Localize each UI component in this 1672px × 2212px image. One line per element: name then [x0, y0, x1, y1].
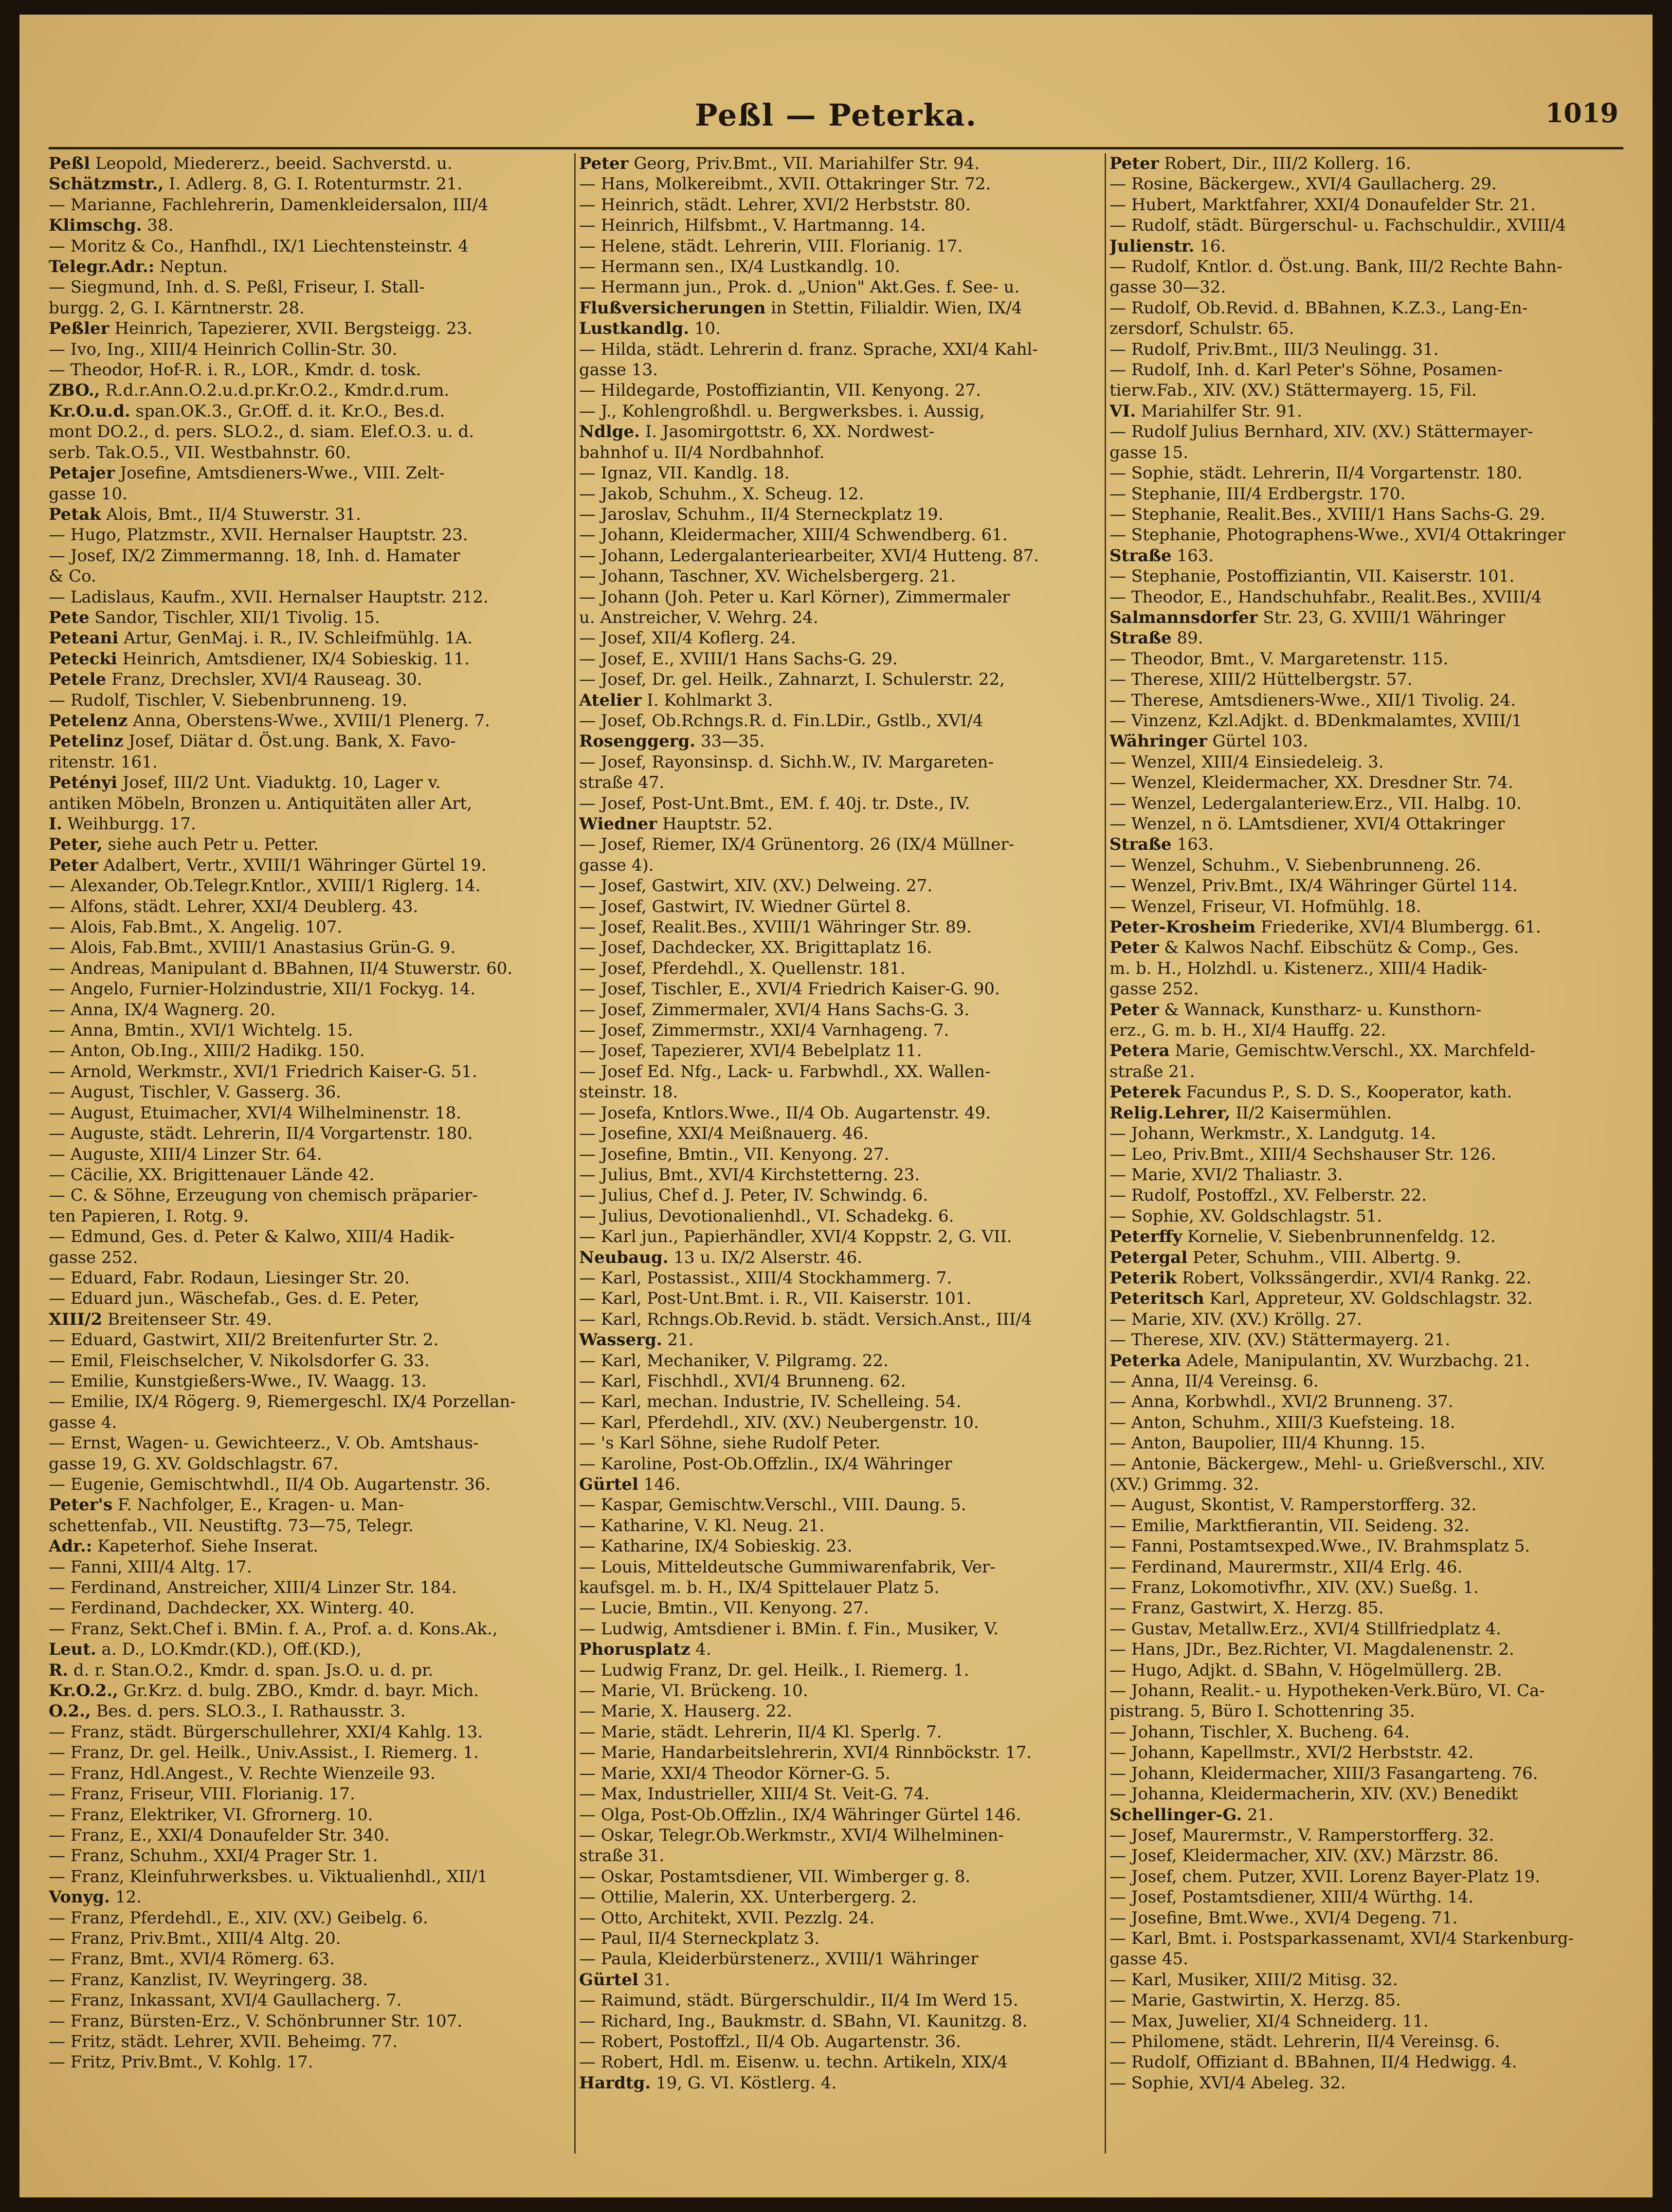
directory-entry: Kr.O.2., Gr.Krz. d. bulg. ZBO., Kmdr. d. bayr. Mich.: [49, 1681, 479, 1701]
directory-entry: — Josef, E., XVIII/1 Hans Sachs-G. 29.: [579, 649, 898, 669]
directory-entry: — Josef, Kleidermacher, XIV. (XV.) Märzstr. 86.: [1109, 1846, 1499, 1866]
directory-entry: — Hans, JDr., Bez.Richter, VI. Magdalenenstr. 2.: [1109, 1640, 1514, 1660]
directory-entry: — Karl jun., Papierhändler, XVI/4 Koppstr. 2, G. VII.: [579, 1227, 1012, 1247]
directory-entry: straße 47.: [579, 773, 665, 793]
directory-entry: Atelier I. Kohlmarkt 3.: [579, 690, 773, 710]
directory-entry: — Julius, Devotionalienhdl., VI. Schadekg. 6.: [579, 1206, 954, 1226]
directory-entry: Gürtel 31.: [579, 1970, 670, 1990]
directory-entry: ZBO., R.d.r.Ann.O.2.u.d.pr.Kr.O.2., Kmdr.d.rum.: [49, 381, 450, 401]
directory-entry: Peßler Heinrich, Tapezierer, XVII. Bergsteigg. 23.: [49, 319, 473, 339]
directory-entry: Salmannsdorfer Str. 23, G. XVIII/1 Währinger: [1109, 607, 1506, 627]
directory-entry: Straße 163.: [1109, 835, 1214, 855]
directory-entry: XIII/2 Breitenseer Str. 49.: [49, 1309, 272, 1329]
directory-entry: VI. Mariahilfer Str. 91.: [1109, 401, 1302, 421]
directory-entry: mont DO.2., d. pers. SLO.2., d. siam. Elef.O.3. u. d.: [49, 422, 474, 442]
directory-entry: — Heinrich, Hilfsbmt., V. Hartmanng. 14.: [579, 216, 926, 236]
directory-entry: — Wenzel, Kleidermacher, XX. Dresdner Str. 74.: [1109, 773, 1513, 793]
directory-entry: — Marie, X. Hauserg. 22.: [579, 1701, 792, 1721]
directory-entry: Hardtg. 19, G. VI. Köstlerg. 4.: [579, 2073, 837, 2093]
directory-entry: — Franz, Bmt., XVI/4 Römerg. 63.: [49, 1949, 335, 1969]
directory-entry: — Katharine, IX/4 Sobieskig. 23.: [579, 1536, 853, 1556]
directory-entry: — Anna, IX/4 Wagnerg. 20.: [49, 1000, 276, 1020]
directory-entry: — Josef, Rayonsinsp. d. Sichh.W., IV. Margareten-: [579, 752, 994, 772]
directory-entry: gasse 252.: [1109, 979, 1199, 999]
directory-entry: gasse 4).: [579, 855, 654, 875]
directory-entry: — Eduard, Fabr. Rodaun, Liesinger Str. 20.: [49, 1268, 410, 1288]
directory-entry: gasse 15.: [1109, 442, 1188, 462]
directory-entry: — Emil, Fleischselcher, V. Nikolsdorfer G. 33.: [49, 1351, 430, 1371]
directory-entry: — Helene, städt. Lehrerin, VIII. Florianig. 17.: [579, 236, 963, 256]
directory-entry: — Franz, Friseur, VIII. Florianig. 17.: [49, 1784, 355, 1804]
directory-entry: — Hermann sen., IX/4 Lustkandlg. 10.: [579, 257, 900, 277]
directory-entry: — Angelo, Furnier-Holzindustrie, XII/1 Fockyg. 14.: [49, 979, 476, 999]
directory-entry: Peter & Wannack, Kunstharz- u. Kunsthorn-: [1109, 1000, 1482, 1020]
directory-entry: — Hubert, Marktfahrer, XXI/4 Donaufelder Str. 21.: [1109, 195, 1536, 215]
directory-entry: — Franz, Gastwirt, X. Herzg. 85.: [1109, 1598, 1384, 1618]
directory-entry: — Sophie, städt. Lehrerin, II/4 Vorgartenstr. 180.: [1109, 463, 1523, 483]
directory-entry: — Marie, Handarbeitslehrerin, XVI/4 Rinnböckstr. 17.: [579, 1743, 1032, 1763]
directory-entry: — Karl, Postassist., XIII/4 Stockhammerg. 7.: [579, 1268, 952, 1288]
directory-entry: — Leo, Priv.Bmt., XIII/4 Sechshauser Str. 126.: [1109, 1144, 1496, 1164]
directory-entry: — Eduard, Gastwirt, XII/2 Breitenfurter Str. 2.: [49, 1330, 439, 1350]
directory-entry: Peterffy Kornelie, V. Siebenbrunnenfeldg. 12.: [1109, 1227, 1496, 1247]
directory-entry: — Auguste, städt. Lehrerin, II/4 Vorgartenstr. 180.: [49, 1124, 473, 1144]
directory-entry: Relig.Lehrer, II/2 Kaisermühlen.: [1109, 1103, 1392, 1123]
directory-entry: — Emilie, Marktfierantin, VII. Seideng. 32.: [1109, 1516, 1470, 1536]
directory-entry: — Therese, XIII/2 Hüttelbergstr. 57.: [1109, 670, 1413, 690]
directory-entry: — Karl, mechan. Industrie, IV. Schelleing. 54.: [579, 1392, 962, 1412]
page-number: 1019: [1545, 97, 1618, 128]
directory-entry: pistrang. 5, Büro I. Schottenring 35.: [1109, 1701, 1415, 1721]
directory-entry: — Anton, Ob.Ing., XIII/2 Hadikg. 150.: [49, 1041, 365, 1061]
directory-entry: — Marianne, Fachlehrerin, Damenkleidersalon, III/4: [49, 195, 489, 215]
directory-entry: — Kaspar, Gemischtw.Verschl., VIII. Daung. 5.: [579, 1495, 966, 1515]
directory-entry: — Karl, Musiker, XIII/2 Mitisg. 32.: [1109, 1970, 1398, 1990]
directory-entry: — Lucie, Bmtin., VII. Kenyong. 27.: [579, 1598, 869, 1618]
directory-entry: straße 31.: [579, 1846, 665, 1866]
directory-entry: — Johann, Kleidermacher, XIII/4 Schwendberg. 61.: [579, 525, 1008, 545]
directory-entry: ten Papieren, I. Rotg. 9.: [49, 1206, 249, 1226]
directory-entry: — Ferdinand, Anstreicher, XIII/4 Linzer Str. 184.: [49, 1578, 457, 1598]
directory-entry: — Marie, XVI/2 Thaliastr. 3.: [1109, 1165, 1343, 1185]
directory-entry: — Sophie, XVI/4 Abeleg. 32.: [1109, 2073, 1346, 2093]
column-2: [579, 153, 1100, 2173]
directory-entry: zersdorf, Schulstr. 65.: [1109, 319, 1294, 339]
directory-entry: Gürtel 146.: [579, 1475, 681, 1494]
directory-entry: — Josef, Realit.Bes., XVIII/1 Währinger Str. 89.: [579, 917, 972, 937]
directory-entry: — Rudolf, Postoffzl., XV. Felberstr. 22.: [1109, 1186, 1427, 1206]
directory-entry: gasse 45.: [1109, 1949, 1188, 1969]
directory-entry: — Josef, Dachdecker, XX. Brigittaplatz 16.: [579, 938, 932, 958]
directory-entry: — 's Karl Söhne, siehe Rudolf Peter.: [579, 1433, 881, 1453]
directory-entry: Petajer Josefine, Amtsdieners-Wwe., VIII. Zelt-: [49, 463, 445, 483]
directory-entry: gasse 252.: [49, 1247, 138, 1267]
directory-entry: Währinger Gürtel 103.: [1109, 731, 1309, 751]
directory-entry: — Franz, Kleinfuhrwerksbes. u. Viktualienhdl., XII/1: [49, 1866, 488, 1886]
directory-entry: — Karl, Fischhdl., XVI/4 Brunneng. 62.: [579, 1371, 906, 1391]
column-1: [49, 153, 569, 2173]
directory-entry: straße 21.: [1109, 1061, 1195, 1081]
directory-entry: O.2., Bes. d. pers. SLO.3., I. Rathausstr. 3.: [49, 1701, 406, 1721]
directory-entry: — Franz, Priv.Bmt., XIII/4 Altg. 20.: [49, 1928, 341, 1948]
directory-entry: Peterik Robert, Volkssängerdir., XVI/4 Rankg. 22.: [1109, 1268, 1532, 1288]
directory-entry: — Josef, Ob.Rchngs.R. d. Fin.LDir., Gstlb., XVI/4: [579, 711, 983, 731]
directory-entry: I. Weihburgg. 17.: [49, 814, 196, 834]
directory-entry: Peter, siehe auch Petr u. Petter.: [49, 835, 319, 855]
directory-entry: — Josef, Zimmermaler, XVI/4 Hans Sachs-G. 3.: [579, 1000, 970, 1020]
directory-entry: — Hugo, Adjkt. d. SBahn, V. Högelmüllerg. 2B.: [1109, 1660, 1502, 1680]
directory-entry: Peterka Adele, Manipulantin, XV. Wurzbachg. 21.: [1109, 1351, 1530, 1371]
directory-entry: — August, Etuimacher, XVI/4 Wilhelminenstr. 18.: [49, 1103, 462, 1123]
directory-entry: — Josef, IX/2 Zimmermanng. 18, Inh. d. Hamater: [49, 546, 460, 566]
directory-entry: — Rudolf, Offiziant d. BBahnen, II/4 Hedwigg. 4.: [1109, 2052, 1517, 2072]
directory-entry: Rosenggerg. 33—35.: [579, 731, 765, 751]
directory-entry: — Johann (Joh. Peter u. Karl Körner), Zimmermaler: [579, 587, 1010, 607]
directory-entry: — August, Skontist, V. Ramperstorfferg. 32.: [1109, 1495, 1477, 1515]
directory-entry: — Oskar, Postamtsdiener, VII. Wimberger g. 8.: [579, 1866, 971, 1886]
directory-entry: — Johann, Realit.- u. Hypotheken-Verk.Büro, VI. Ca-: [1109, 1681, 1545, 1701]
directory-entry: — Karoline, Post-Ob.Offzlin., IX/4 Währinger: [579, 1454, 952, 1474]
directory-entry: — Johanna, Kleidermacherin, XIV. (XV.) Benedikt: [1109, 1784, 1518, 1804]
directory-entry: — Emilie, Kunstgießers-Wwe., IV. Waagg. 13.: [49, 1371, 427, 1391]
directory-entry: Kr.O.u.d. span.OK.3., Gr.Off. d. it. Kr.O., Bes.d.: [49, 401, 445, 421]
directory-entry: — Josef, Maurermstr., V. Ramperstorfferg. 32.: [1109, 1825, 1494, 1845]
directory-entry: — Josef, Dr. gel. Heilk., Zahnarzt, I. Schulerstr. 22,: [579, 670, 1005, 690]
directory-entry: — Oskar, Telegr.Ob.Werkmstr., XVI/4 Wilhelminen-: [579, 1825, 1004, 1845]
directory-entry: — Fritz, Priv.Bmt., V. Kohlg. 17.: [49, 2052, 313, 2072]
directory-entry: — Franz, städt. Bürgerschullehrer, XXI/4 Kahlg. 13.: [49, 1722, 483, 1742]
directory-entry: — Josef, Gastwirt, XIV. (XV.) Delweing. 27.: [579, 876, 933, 896]
directory-entry: — Theodor, Bmt., V. Margaretenstr. 115.: [1109, 649, 1449, 669]
column-3: [1109, 153, 1630, 2173]
directory-entry: — Paul, II/4 Sterneckplatz 3.: [579, 1928, 820, 1948]
directory-entry: Petelenz Anna, Oberstens-Wwe., XVIII/1 Plenerg. 7.: [49, 711, 490, 731]
directory-entry: — Ignaz, VII. Kandlg. 18.: [579, 463, 790, 483]
directory-entry: gasse 10.: [49, 484, 127, 504]
directory-entry: — Franz, Inkassant, XVI/4 Gaullacherg. 7.: [49, 1991, 402, 2011]
directory-entry: — Hildegarde, Postoffiziantin, VII. Kenyong. 27.: [579, 381, 981, 401]
directory-entry: — Johann, Tischler, X. Bucheng. 64.: [1109, 1722, 1410, 1742]
directory-entry: — Jakob, Schuhm., X. Scheug. 12.: [579, 484, 864, 504]
directory-entry: — Jaroslav, Schuhm., II/4 Sterneckplatz 19.: [579, 504, 944, 524]
directory-entry: — Anna, Bmtin., XVI/1 Wichtelg. 15.: [49, 1021, 353, 1041]
directory-entry: — Alois, Fab.Bmt., XVIII/1 Anastasius Grün-G. 9.: [49, 938, 456, 958]
directory-entry: Petelinz Josef, Diätar d. Öst.ung. Bank, X. Favo-: [49, 731, 456, 751]
directory-entry: Neubaug. 13 u. IX/2 Alserstr. 46.: [579, 1247, 863, 1267]
directory-entry: kaufsgel. m. b. H., IX/4 Spittelauer Platz 5.: [579, 1578, 940, 1598]
directory-entry: — Theodor, E., Handschuhfabr., Realit.Bes., XVIII/4: [1109, 587, 1542, 607]
column-separator: [574, 153, 576, 2154]
directory-entry: — Josef, Pferdehdl., X. Quellenstr. 181.: [579, 958, 906, 978]
directory-entry: Phorusplatz 4.: [579, 1640, 711, 1660]
directory-entry: — Ludwig, Amtsdiener i. BMin. f. Fin., Musiker, V.: [579, 1619, 999, 1639]
directory-entry: Straße 89.: [1109, 628, 1203, 648]
directory-entry: — Josef, Postamtsdiener, XIII/4 Würthg. 14.: [1109, 1887, 1474, 1907]
directory-entry: — Karl, Rchngs.Ob.Revid. b. städt. Versich.Anst., III/4: [579, 1309, 1032, 1329]
directory-entry: — Eduard jun., Wäschefab., Ges. d. E. Peter,: [49, 1289, 419, 1309]
directory-entry: u. Anstreicher, V. Wehrg. 24.: [579, 607, 818, 627]
directory-entry: Schellinger-G. 21.: [1109, 1805, 1274, 1825]
directory-entry: — Stephanie, Realit.Bes., XVIII/1 Hans Sachs-G. 29.: [1109, 504, 1545, 524]
directory-entry: — Max, Industrieller, XIII/4 St. Veit-G. 74.: [579, 1784, 930, 1804]
directory-entry: — Rudolf, Ob.Revid. d. BBahnen, K.Z.3., Lang-En-: [1109, 298, 1528, 318]
directory-entry: Klimschg. 38.: [49, 216, 174, 236]
directory-entry: — Therese, Amtsdieners-Wwe., XII/1 Tivolig. 24.: [1109, 690, 1516, 710]
directory-entry: — Philomene, städt. Lehrerin, II/4 Vereinsg. 6.: [1109, 2031, 1500, 2051]
directory-entry: — Wenzel, Ledergalanteriew.Erz., VII. Halbg. 10.: [1109, 793, 1522, 813]
directory-entry: Peteritsch Karl, Appreteur, XV. Goldschlagstr. 32.: [1109, 1289, 1533, 1309]
directory-entry: Vonyg. 12.: [49, 1887, 142, 1907]
directory-entry: — Sophie, XV. Goldschlagstr. 51.: [1109, 1206, 1382, 1226]
directory-entry: R. d. r. Stan.O.2., Kmdr. d. span. Js.O. u. d. pr.: [49, 1660, 434, 1680]
directory-entry: Telegr.Adr.: Neptun.: [49, 257, 228, 277]
directory-entry: — Robert, Postoffzl., II/4 Ob. Augartenstr. 36.: [579, 2031, 961, 2051]
directory-entry: — Karl, Mechaniker, V. Pilgramg. 22.: [579, 1351, 889, 1371]
page-header: [19, 88, 1653, 141]
directory-entry: Peteani Artur, GenMaj. i. R., IV. Schleifmühlg. 1A.: [49, 628, 473, 648]
directory-entry: Ndlge. I. Jasomirgottstr. 6, XX. Nordwest-: [579, 422, 935, 442]
directory-entry: — Hilda, städt. Lehrerin d. franz. Sprache, XXI/4 Kahl-: [579, 339, 1038, 359]
directory-entry: — Wenzel, n ö. LAmtsdiener, XVI/4 Ottakringer: [1109, 814, 1505, 834]
directory-entry: — Theodor, Hof-R. i. R., LOR., Kmdr. d. tosk.: [49, 360, 421, 380]
directory-entry: — Franz, Pferdehdl., E., XIV. (XV.) Geibelg. 6.: [49, 1908, 428, 1928]
directory-entry: — August, Tischler, V. Gasserg. 36.: [49, 1082, 342, 1102]
directory-entry: Wiedner Hauptstr. 52.: [579, 814, 773, 834]
directory-entry: — Hans, Molkereibmt., XVII. Ottakringer Str. 72.: [579, 174, 991, 194]
directory-entry: — Stephanie, Postoffiziantin, VII. Kaiserstr. 101.: [1109, 567, 1515, 586]
page-title: Peßl — Peterka.: [694, 97, 978, 133]
directory-entry: — Ernst, Wagen- u. Gewichteerz., V. Ob. Amtshaus-: [49, 1433, 479, 1453]
directory-entry: — Johann, Kapellmstr., XVI/2 Herbststr. 42.: [1109, 1743, 1474, 1763]
directory-entry: gasse 19, G. XV. Goldschlagstr. 67.: [49, 1454, 339, 1474]
directory-entry: — Johann, Werkmstr., X. Landgutg. 14.: [1109, 1124, 1436, 1144]
directory-entry: — Josef, chem. Putzer, XVII. Lorenz Bayer-Platz 19.: [1109, 1866, 1541, 1886]
directory-entry: gasse 30—32.: [1109, 277, 1226, 297]
directory-entry: — Louis, Mitteldeutsche Gummiwarenfabrik, Ver-: [579, 1557, 996, 1577]
directory-entry: — Ladislaus, Kaufm., XVII. Hernalser Hauptstr. 212.: [49, 587, 489, 607]
directory-entry: — Auguste, XIII/4 Linzer Str. 64.: [49, 1144, 322, 1164]
directory-entry: — Therese, XIV. (XV.) Stättermayerg. 21.: [1109, 1330, 1451, 1350]
directory-entry: Straße 163.: [1109, 546, 1214, 566]
directory-entry: — Wenzel, Priv.Bmt., IX/4 Währinger Gürtel 114.: [1109, 876, 1518, 896]
directory-entry: gasse 13.: [579, 360, 658, 380]
directory-entry: — Ottilie, Malerin, XX. Unterbergerg. 2.: [579, 1887, 917, 1907]
directory-entry: — Marie, XIV. (XV.) Kröllg. 27.: [1109, 1309, 1362, 1329]
directory-entry: — Josef, XII/4 Koflerg. 24.: [579, 628, 796, 648]
directory-entry: — Alexander, Ob.Telegr.Kntlor., XVIII/1 Riglerg. 14.: [49, 876, 481, 896]
directory-entry: serb. Tak.O.5., VII. Westbahnstr. 60.: [49, 442, 351, 462]
directory-entry: Peter's F. Nachfolger, E., Kragen- u. Man-: [49, 1495, 404, 1515]
directory-entry: — Richard, Ing., Baukmstr. d. SBahn, VI. Kaunitzg. 8.: [579, 2011, 1028, 2031]
directory-entry: — Josefine, XXI/4 Meißnauerg. 46.: [579, 1124, 869, 1144]
directory-entry: Leut. a. D., LO.Kmdr.(KD.), Off.(KD.),: [49, 1640, 362, 1660]
directory-entry: — Vinzenz, Kzl.Adjkt. d. BDenkmalamtes, XVIII/1: [1109, 711, 1522, 731]
directory-entry: — Ferdinand, Maurermstr., XII/4 Erlg. 46.: [1109, 1557, 1463, 1577]
directory-entry: — Hugo, Platzmstr., XVII. Hernalser Hauptstr. 23.: [49, 525, 468, 545]
directory-entry: schettenfab., VII. Neustiftg. 73—75, Telegr.: [49, 1516, 414, 1536]
directory-entry: bahnhof u. II/4 Nordbahnhof.: [579, 442, 825, 462]
directory-entry: — Cäcilie, XX. Brigittenauer Lände 42.: [49, 1165, 375, 1185]
directory-entry: — Anna, II/4 Vereinsg. 6.: [1109, 1371, 1319, 1391]
directory-entry: — Hermann jun., Prok. d. „Union" Akt.Ges. f. See- u.: [579, 277, 1020, 297]
directory-entry: — Franz, Elektriker, VI. Gfrornerg. 10.: [49, 1805, 373, 1825]
directory-entry: — Rudolf, Kntlor. d. Öst.ung. Bank, III/2 Rechte Bahn-: [1109, 257, 1563, 277]
directory-entry: Peter Georg, Priv.Bmt., VII. Mariahilfer Str. 94.: [579, 154, 980, 173]
directory-entry: — Edmund, Ges. d. Peter & Kalwo, XIII/4 Hadik-: [49, 1227, 455, 1247]
directory-entry: Peter-Krosheim Friederike, XVI/4 Blumbergg. 61.: [1109, 917, 1541, 937]
directory-entry: — Antonie, Bäckergew., Mehl- u. Grießverschl., XIV.: [1109, 1454, 1545, 1474]
directory-entry: — Franz, Bürsten-Erz., V. Schönbrunner Str. 107.: [49, 2011, 463, 2031]
directory-entry: — Josef, Tapezierer, XVI/4 Bebelplatz 11.: [579, 1041, 922, 1061]
directory-entry: gasse 4.: [49, 1412, 117, 1432]
directory-entry: — Moritz & Co., Hanfhdl., IX/1 Liechtensteinstr. 4: [49, 236, 469, 256]
directory-entry: — Josef, Zimmermstr., XXI/4 Varnhageng. 7.: [579, 1021, 949, 1041]
directory-entry: — Fanni, Postamtsexped.Wwe., IV. Brahmsplatz 5.: [1109, 1536, 1530, 1556]
directory-entry: — Ivo, Ing., XIII/4 Heinrich Collin-Str. 30.: [49, 339, 398, 359]
directory-entry: erz., G. m. b. H., XI/4 Hauffg. 22.: [1109, 1021, 1386, 1041]
directory-entry: — Karl, Bmt. i. Postsparkassenamt, XVI/4 Starkenburg-: [1109, 1928, 1574, 1948]
column-separator: [1105, 153, 1106, 2154]
directory-entry: Pete Sandor, Tischler, XII/1 Tivolig. 15.: [49, 607, 380, 627]
directory-entry: — Otto, Architekt, XVII. Pezzlg. 24.: [579, 1908, 875, 1928]
directory-entry: — Josef, Riemer, IX/4 Grünentorg. 26 (IX/4 Müllner-: [579, 835, 1015, 855]
directory-entry: Petele Franz, Drechsler, XVI/4 Rauseag. 30.: [49, 670, 422, 690]
directory-entry: — Franz, Sekt.Chef i. BMin. f. A., Prof. a. d. Kons.Ak.,: [49, 1619, 498, 1639]
directory-entry: (XV.) Grimmg. 32.: [1109, 1475, 1259, 1494]
directory-entry: — Josefa, Kntlors.Wwe., II/4 Ob. Augartenstr. 49.: [579, 1103, 991, 1123]
directory-entry: — Rudolf, Tischler, V. Siebenbrunneng. 19.: [49, 690, 407, 710]
directory-entry: tierw.Fab., XIV. (XV.) Stättermayerg. 15, Fil.: [1109, 381, 1477, 401]
directory-entry: — Katharine, V. Kl. Neug. 21.: [579, 1516, 825, 1536]
directory-entry: Peterek Facundus P., S. D. S., Kooperator, kath.: [1109, 1082, 1512, 1102]
directory-entry: Lustkandlg. 10.: [579, 319, 721, 339]
directory-entry: Adr.: Kapeterhof. Siehe Inserat.: [49, 1536, 319, 1556]
directory-entry: & Co.: [49, 567, 96, 586]
directory-entry: — Emilie, IX/4 Rögerg. 9, Riemergeschl. IX/4 Porzellan-: [49, 1392, 516, 1412]
directory-entry: — Marie, Gastwirtin, X. Herzg. 85.: [1109, 1991, 1401, 2011]
directory-entry: Peter & Kalwos Nachf. Eibschütz & Comp., Ges.: [1109, 938, 1519, 958]
directory-entry: — Franz, Lokomotivfhr., XIV. (XV.) Sueßg. 1.: [1109, 1578, 1479, 1598]
directory-entry: — Karl, Pferdehdl., XIV. (XV.) Neubergenstr. 10.: [579, 1412, 979, 1432]
directory-entry: — Wenzel, Friseur, VI. Hofmühlg. 18.: [1109, 896, 1421, 916]
directory-entry: — Josef, Gastwirt, IV. Wiedner Gürtel 8.: [579, 896, 911, 916]
directory-entry: ritenstr. 161.: [49, 752, 158, 772]
directory-entry: — Josef, Tischler, E., XVI/4 Friedrich Kaiser-G. 90.: [579, 979, 1000, 999]
directory-entry: — Rudolf, Priv.Bmt., III/3 Neulingg. 31.: [1109, 339, 1439, 359]
directory-entry: — Alfons, städt. Lehrer, XXI/4 Deublerg. 43.: [49, 896, 418, 916]
directory-page: [19, 15, 1653, 2197]
directory-entry: Wasserg. 21.: [579, 1330, 694, 1350]
directory-entry: — Rudolf, Inh. d. Karl Peter's Söhne, Posamen-: [1109, 360, 1503, 380]
directory-entry: — Olga, Post-Ob.Offzlin., IX/4 Währinger Gürtel 146.: [579, 1805, 1021, 1825]
directory-entry: Schätzmstr., I. Adlerg. 8, G. I. Rotenturmstr. 21.: [49, 174, 463, 194]
directory-entry: Julienstr. 16.: [1109, 236, 1226, 256]
directory-entry: — Johann, Ledergalanteriearbeiter, XVI/4 Hutteng. 87.: [579, 546, 1039, 566]
directory-entry: — Andreas, Manipulant d. BBahnen, II/4 Stuwerstr. 60.: [49, 958, 513, 978]
directory-entry: burgg. 2, G. I. Kärntnerstr. 28.: [49, 298, 305, 318]
directory-entry: steinstr. 18.: [579, 1082, 678, 1102]
directory-entry: — J., Kohlengroßhdl. u. Bergwerksbes. i. Aussig,: [579, 401, 985, 421]
directory-entry: — Raimund, städt. Bürgerschuldir., II/4 Im Werd 15.: [579, 1991, 1018, 2011]
directory-entry: — Franz, Hdl.Angest., V. Rechte Wienzeile 93.: [49, 1763, 436, 1783]
directory-entry: Petak Alois, Bmt., II/4 Stuwerstr. 31.: [49, 504, 361, 524]
directory-entry: — Wenzel, XIII/4 Einsiedeleig. 3.: [1109, 752, 1384, 772]
directory-entry: Petecki Heinrich, Amtsdiener, IX/4 Sobieskig. 11.: [49, 649, 470, 669]
directory-entry: — Arnold, Werkmstr., XVI/1 Friedrich Kaiser-G. 51.: [49, 1061, 477, 1081]
directory-entry: — Fritz, städt. Lehrer, XVII. Beheimg. 77.: [49, 2031, 398, 2051]
directory-entry: — Gustav, Metallw.Erz., XVI/4 Stillfriedplatz 4.: [1109, 1619, 1501, 1639]
directory-entry: — Marie, XXI/4 Theodor Körner-G. 5.: [579, 1763, 891, 1783]
directory-entry: Petera Marie, Gemischtw.Verschl., XX. Marchfeld-: [1109, 1041, 1536, 1061]
directory-entry: — Julius, Chef d. J. Peter, IV. Schwindg. 6.: [579, 1186, 928, 1206]
directory-entry: — Stephanie, III/4 Erdbergstr. 170.: [1109, 484, 1406, 504]
directory-entry: — Rudolf, städt. Bürgerschul- u. Fachschuldir., XVIII/4: [1109, 216, 1566, 236]
directory-entry: — Ferdinand, Dachdecker, XX. Winterg. 40.: [49, 1598, 415, 1618]
directory-entry: — Josef, Post-Unt.Bmt., EM. f. 40j. tr. Dste., IV.: [579, 793, 970, 813]
directory-entry: — Franz, Schuhm., XXI/4 Prager Str. 1.: [49, 1846, 378, 1866]
directory-entry: Peßl Leopold, Miedererz., beeid. Sachverstd. u.: [49, 154, 453, 173]
directory-entry: — Wenzel, Schuhm., V. Siebenbrunneng. 26.: [1109, 855, 1481, 875]
directory-entry: — Julius, Bmt., XVI/4 Kirchstetterng. 23.: [579, 1165, 920, 1185]
directory-entry: — Josefine, Bmt.Wwe., XVI/4 Degeng. 71.: [1109, 1908, 1458, 1928]
directory-entry: — Max, Juwelier, XI/4 Schneiderg. 11.: [1109, 2011, 1429, 2031]
directory-entry: — Franz, E., XXI/4 Donaufelder Str. 340.: [49, 1825, 390, 1845]
directory-entry: — Anna, Korbwhdl., XVI/2 Brunneng. 37.: [1109, 1392, 1454, 1412]
directory-entry: — Anton, Baupolier, III/4 Khunng. 15.: [1109, 1433, 1425, 1453]
directory-entry: — Alois, Fab.Bmt., X. Angelig. 107.: [49, 917, 343, 937]
directory-entry: — Johann, Kleidermacher, XIII/3 Fasangarteng. 76.: [1109, 1763, 1538, 1783]
directory-entry: — C. & Söhne, Erzeugung von chemisch präparier-: [49, 1186, 478, 1206]
directory-entry: antiken Möbeln, Bronzen u. Antiquitäten aller Art,: [49, 793, 472, 813]
directory-entry: — Josef Ed. Nfg., Lack- u. Farbwhdl., XX. Wallen-: [579, 1061, 991, 1081]
directory-entry: — Johann, Taschner, XV. Wichelsbergerg. 21.: [579, 567, 956, 586]
directory-entry: — Ludwig Franz, Dr. gel. Heilk., I. Riemerg. 1.: [579, 1660, 969, 1680]
directory-entry: Peter Robert, Dir., III/2 Kollerg. 16.: [1109, 154, 1411, 173]
directory-entry: — Stephanie, Photographens-Wwe., XVI/4 Ottakringer: [1109, 525, 1565, 545]
header-rule: [49, 147, 1623, 149]
directory-entry: — Marie, VI. Brückeng. 10.: [579, 1681, 808, 1701]
directory-entry: Petényi Josef, III/2 Unt. Viaduktg. 10, Lager v.: [49, 773, 441, 793]
directory-entry: — Karl, Post-Unt.Bmt. i. R., VII. Kaiserstr. 101.: [579, 1289, 972, 1309]
directory-entry: — Anton, Schuhm., XIII/3 Kuefsteing. 18.: [1109, 1412, 1455, 1432]
directory-entry: — Robert, Hdl. m. Eisenw. u. techn. Artikeln, XIX/4: [579, 2052, 1008, 2072]
directory-entry: — Franz, Dr. gel. Heilk., Univ.Assist., I. Riemerg. 1.: [49, 1743, 479, 1763]
directory-entry: — Marie, städt. Lehrerin, II/4 Kl. Sperlg. 7.: [579, 1722, 942, 1742]
directory-entry: — Josefine, Bmtin., VII. Kenyong. 27.: [579, 1144, 890, 1164]
directory-entry: — Rosine, Bäckergew., XVI/4 Gaullacherg. 29.: [1109, 174, 1497, 194]
directory-entry: — Heinrich, städt. Lehrer, XVI/2 Herbststr. 80.: [579, 195, 971, 215]
directory-entry: — Siegmund, Inh. d. S. Peßl, Friseur, I. Stall-: [49, 277, 425, 297]
directory-entry: Peter Adalbert, Vertr., XVIII/1 Währinger Gürtel 19.: [49, 855, 487, 875]
directory-entry: Petergal Peter, Schuhm., VIII. Albertg. 9.: [1109, 1247, 1461, 1267]
directory-entry: Flußversicherungen in Stettin, Filialdir. Wien, IX/4: [579, 298, 1022, 318]
directory-entry: m. b. H., Holzhdl. u. Kistenerz., XIII/4 Hadik-: [1109, 958, 1488, 978]
directory-entry: — Paula, Kleiderbürstenerz., XVIII/1 Währinger: [579, 1949, 979, 1969]
directory-entry: — Franz, Kanzlist, IV. Weyringerg. 38.: [49, 1970, 368, 1990]
directory-entry: — Eugenie, Gemischtwhdl., II/4 Ob. Augartenstr. 36.: [49, 1475, 491, 1494]
directory-entry: — Fanni, XIII/4 Altg. 17.: [49, 1557, 252, 1577]
directory-entry: — Rudolf Julius Bernhard, XIV. (XV.) Stättermayer-: [1109, 422, 1533, 442]
